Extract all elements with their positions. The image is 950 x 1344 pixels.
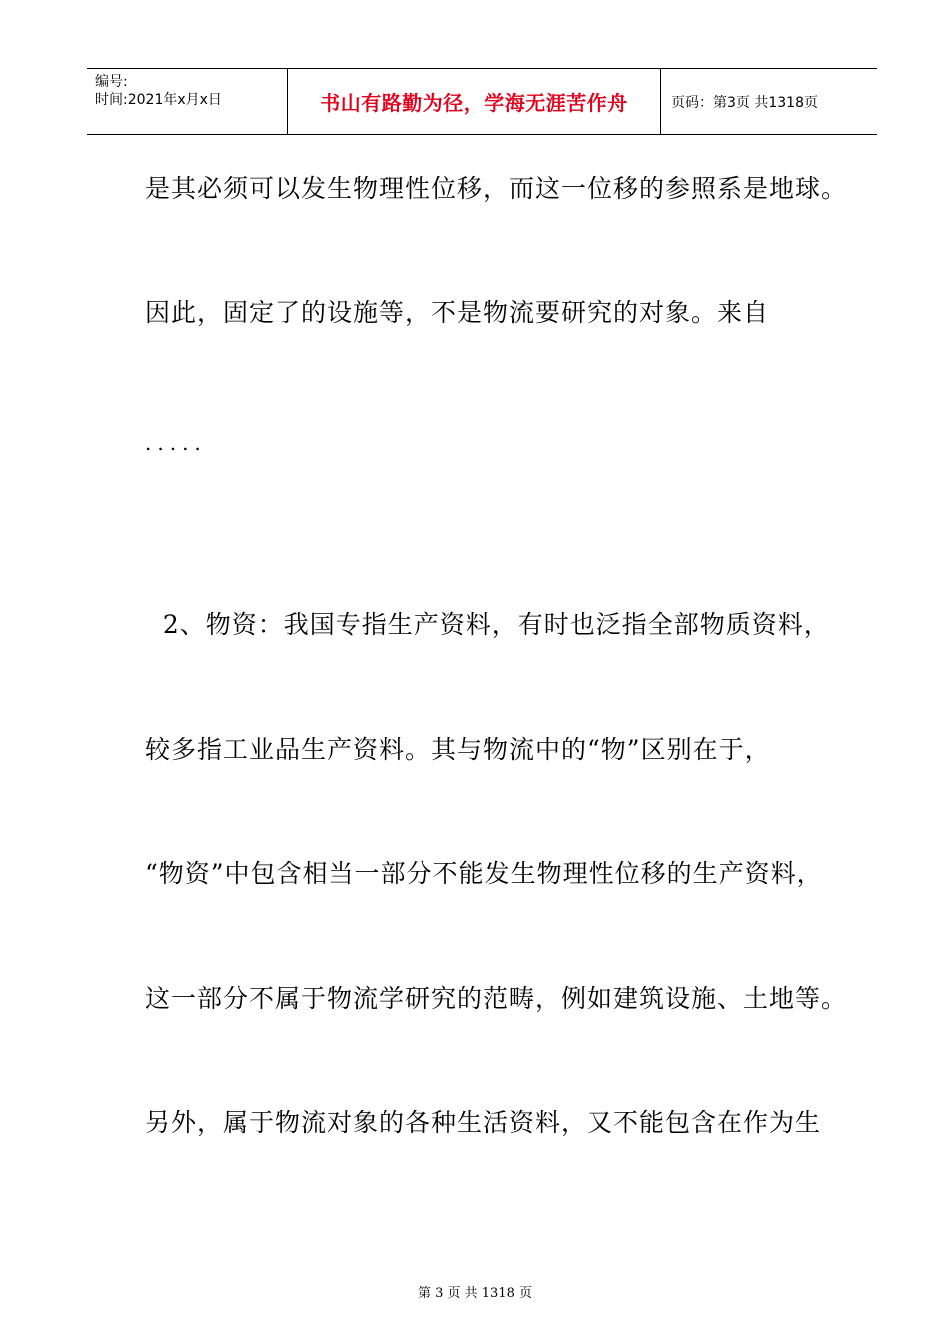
header-left-cell — [87, 69, 287, 134]
body-line-8: 另外，属于物流对象的各种生活资料，又不能包含在作为生 — [145, 1108, 822, 1137]
body-line-2: 因此，固定了的设施等，不是物流要研究的对象。来自 — [145, 298, 770, 327]
header-page-cell — [661, 69, 877, 134]
body-line-1: 是其必须可以发生物理性位移，而这一位移的参照系是地球。 — [145, 174, 848, 203]
header-motto-cell — [287, 69, 661, 134]
page-footer: 第 3 页 共 1318 页 — [417, 1286, 533, 1301]
body-line-7: 这一部分不属于物流学研究的范畴，例如建筑设施、土地等。 — [145, 984, 848, 1013]
header-motto: 书山有路勤为径，学海无涯苦作舟 — [320, 91, 628, 115]
body-line-6: “物资”中包含相当一部分不能发生物理性位移的生产资料， — [145, 859, 823, 888]
document-number-label: 编号: — [95, 74, 128, 90]
body-line-3: ..... — [145, 431, 207, 455]
header-page-info: 页码：第3页 共1318页 — [671, 94, 818, 111]
body-line-4: 2、物资：我国专指生产资料，有时也泛指全部物质资料， — [145, 610, 830, 639]
body-line-5: 较多指工业品生产资料。其与物流中的“物”区别在于， — [145, 735, 771, 764]
document-time-label: 时间:2021年x月x日 — [95, 92, 222, 108]
page-header — [87, 68, 877, 135]
